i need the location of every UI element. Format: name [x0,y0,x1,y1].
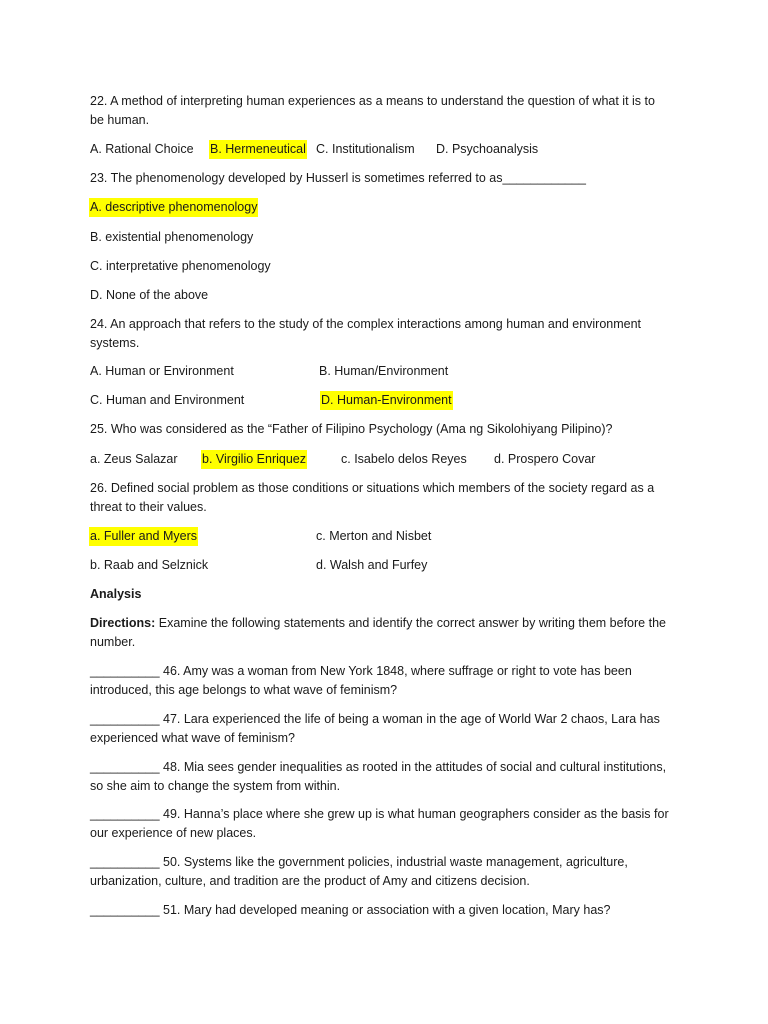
q22-option-b-answer: B. Hermeneutical [209,140,307,159]
q22-stem-line1: 22. A method of interpreting human experiences as a means to understand the question of what it is to [90,94,655,108]
q26-option-c: c. Merton and Nisbet [316,529,432,543]
q23-option-c: C. interpretative phenomenology [90,259,271,273]
q24-stem-line2: systems. [90,336,140,350]
q23-option-a-answer: A. descriptive phenomenology [89,198,258,217]
q22-option-c: C. Institutionalism [316,142,415,156]
q26-stem-line2: threat to their values. [90,500,207,514]
q22-stem-line2: be human. [90,113,150,127]
directions-text: Examine the following statements and identify the correct answer by writing them before the [155,616,666,630]
directions-line2: number. [90,635,136,649]
q24-option-a: A. Human or Environment [90,364,234,378]
q26-stem-line1: 26. Defined social problem as those conditions or situations which members of the society regard as a [90,481,655,495]
item-48-line2: so she aim to change the system from within. [90,779,341,793]
q24-option-d-answer: D. Human-Environment [320,391,453,410]
q25-option-c: c. Isabelo delos Reyes [341,452,467,466]
item-47-line1: __________ 47. Lara experienced the life of being a woman in the age of World War 2 chaos, Lara has [90,712,660,726]
item-46-line2: introduced, this age belongs to what wave of feminism? [90,683,398,697]
item-50-line2: urbanization, culture, and tradition are the product of Amy and citizens decision. [90,874,530,888]
item-49-line1: __________ 49. Hanna’s place where she grew up is what human geographers consider as the basis for [90,807,669,821]
q24-stem-line1: 24. An approach that refers to the study of the complex interactions among human and environment [90,317,642,331]
q24-option-b: B. Human/Environment [319,364,449,378]
q25-option-a: a. Zeus Salazar [90,452,178,466]
item-49-line2: our experience of new places. [90,826,257,840]
item-51-line1: __________ 51. Mary had developed meaning or association with a given location, Mary has? [90,903,611,917]
q22-option-a: A. Rational Choice [90,142,194,156]
q22-option-d: D. Psychoanalysis [436,142,539,156]
item-50-line1: __________ 50. Systems like the government policies, industrial waste management, agriculture, [90,855,628,869]
q26-option-b: b. Raab and Selznick [90,558,209,572]
item-46-line1: __________ 46. Amy was a woman from New York 1848, where suffrage or right to vote has been [90,664,632,678]
q25-option-d: d. Prospero Covar [494,452,596,466]
q23-option-d: D. None of the above [90,288,209,302]
analysis-heading: Analysis [90,587,142,601]
q26-option-a-answer: a. Fuller and Myers [89,527,198,546]
q26-option-d: d. Walsh and Furfey [316,558,428,572]
item-47-line2: experienced what wave of feminism? [90,731,295,745]
directions-label: Directions: [90,616,156,630]
q25-stem: 25. Who was considered as the “Father of Filipino Psychology (Ama ng Sikolohiyang Pilipino)? [90,422,613,436]
directions-line1 [90,614,666,633]
q25-option-b-answer: b. Virgilio Enriquez [201,450,307,469]
q23-stem: 23. The phenomenology developed by Husserl is sometimes referred to as____________ [90,171,586,185]
q24-option-c: C. Human and Environment [90,393,245,407]
item-48-line1: __________ 48. Mia sees gender inequalities as rooted in the attitudes of social and cultural institutions, [90,760,667,774]
q23-option-b: B. existential phenomenology [90,230,254,244]
